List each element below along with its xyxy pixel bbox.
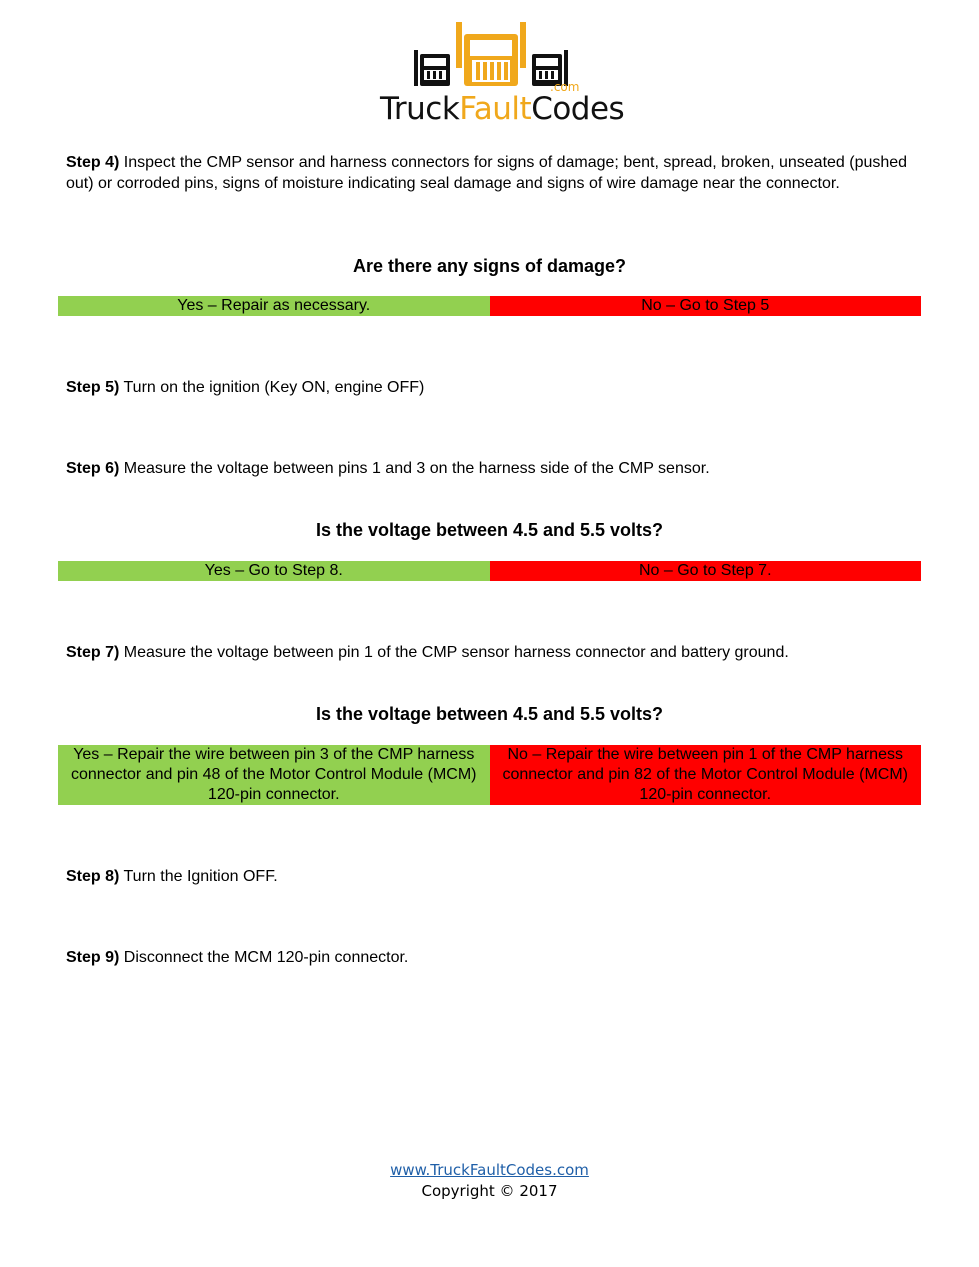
step-9 xyxy=(66,947,408,968)
step-text: Measure the voltage between pin 1 of the CMP sensor harness connector and battery ground. xyxy=(119,644,789,661)
question-damage: Are there any signs of damage? xyxy=(352,256,627,276)
step-6 xyxy=(66,458,710,479)
answer-no: No – Go to Step 5 xyxy=(490,296,922,316)
step-text: Inspect the CMP sensor and harness connectors for signs of damage; bent, spread, broken, unseated (pushed out) or corroded pins, signs of moisture indicating seal damage and signs of wire damage near the connector. xyxy=(66,154,908,192)
step-label: Step 5) xyxy=(66,379,120,396)
answer-row xyxy=(58,745,921,805)
step-text: Turn on the ignition (Key ON, engine OFF) xyxy=(119,379,425,396)
step-label: Step 4) xyxy=(66,154,120,171)
footer xyxy=(0,1160,979,1202)
logo xyxy=(380,20,625,128)
answer-yes: Yes – Repair the wire between pin 3 of the CMP harness connector and pin 48 of the Motor Control Module (MCM) 120-pin connector. xyxy=(58,745,490,805)
answer-yes: Yes – Go to Step 8. xyxy=(58,561,490,581)
step-7 xyxy=(66,642,789,663)
step-text: Disconnect the MCM 120-pin connector. xyxy=(119,949,409,966)
step-label: Step 6) xyxy=(66,460,120,477)
logo-word-fault: Fault xyxy=(459,91,532,127)
answer-row xyxy=(58,561,921,581)
question-voltage-1: Is the voltage between 4.5 and 5.5 volts? xyxy=(315,520,664,540)
step-label: Step 7) xyxy=(66,644,120,661)
answer-row xyxy=(58,296,921,316)
answer-no: No – Go to Step 7. xyxy=(490,561,922,581)
question-voltage-2: Is the voltage between 4.5 and 5.5 volts? xyxy=(315,704,664,724)
answer-yes: Yes – Repair as necessary. xyxy=(58,296,490,316)
website-link[interactable]: www.TruckFaultCodes.com xyxy=(390,1161,589,1179)
step-8 xyxy=(66,866,278,887)
step-text: Turn the Ignition OFF. xyxy=(119,868,278,885)
logo-word-codes: Codes xyxy=(531,91,625,127)
logo-com-suffix: .com xyxy=(550,80,580,94)
logo-word-truck: Truck xyxy=(380,91,460,127)
step-text: Measure the voltage between pins 1 and 3 on the harness side of the CMP sensor. xyxy=(119,460,710,477)
step-5 xyxy=(66,377,424,398)
step-4 xyxy=(66,152,916,194)
copyright: Copyright © 2017 xyxy=(421,1182,558,1200)
answer-no: No – Repair the wire between pin 1 of the CMP harness connector and pin 82 of the Motor Control Module (MCM) 120-pin connector. xyxy=(490,745,922,805)
step-label: Step 8) xyxy=(66,868,120,885)
logo-wordmark xyxy=(380,91,625,127)
step-label: Step 9) xyxy=(66,949,120,966)
